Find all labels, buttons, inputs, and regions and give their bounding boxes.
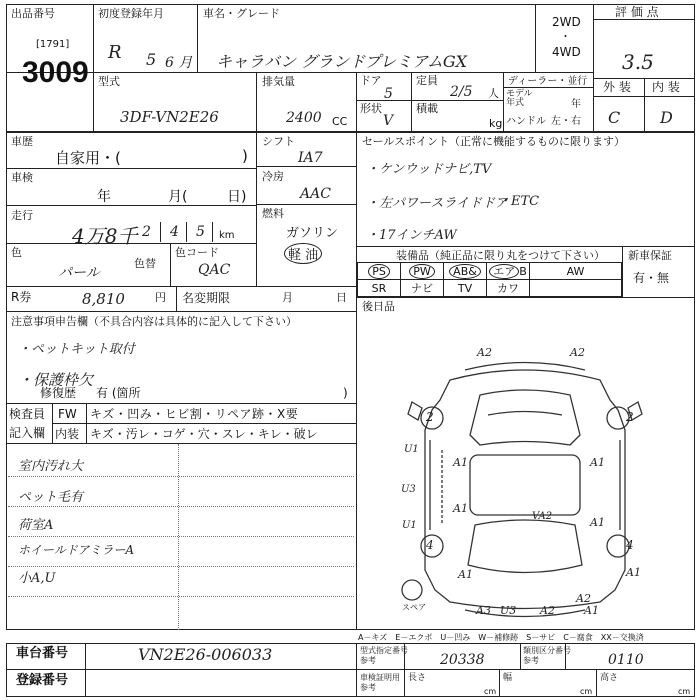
shaken-year: 年 bbox=[97, 189, 111, 205]
sales-item: ・ETC bbox=[498, 194, 540, 209]
damage-mark: A2 bbox=[570, 346, 585, 359]
equip-sr: SR bbox=[358, 280, 401, 297]
damage-mark: A3 bbox=[476, 604, 491, 617]
grid-line bbox=[256, 166, 356, 167]
fw-label: FW bbox=[58, 407, 77, 421]
exterior-label: 外 装 bbox=[603, 80, 631, 94]
damage-mark: A1 bbox=[453, 456, 468, 469]
shift-label: シフト bbox=[262, 135, 295, 148]
damage-mark: A1 bbox=[584, 604, 599, 617]
remark-item: ペット毛有 bbox=[18, 490, 84, 505]
sales-label: セールスポイント（正常に機能するものに限ります） bbox=[362, 135, 626, 148]
remark-rule bbox=[8, 476, 354, 477]
damage-mark: 4 bbox=[426, 538, 434, 552]
height-unit: cm bbox=[678, 687, 691, 696]
lot-number: 3009 bbox=[22, 56, 89, 89]
damage-mark: 4 bbox=[626, 538, 634, 552]
notes-label: 注意事項申告欄（不具合内容は具体的に記入して下さい） bbox=[11, 315, 297, 328]
grid-line bbox=[6, 443, 356, 444]
equip-navi: ナビ bbox=[401, 280, 444, 297]
grid-line bbox=[356, 246, 695, 247]
sales-item: ・左パワースライドドア bbox=[366, 196, 508, 211]
interior-label: 内 装 bbox=[652, 80, 680, 94]
reg-era: R bbox=[108, 42, 122, 63]
handle-label: ハンドル bbox=[506, 116, 546, 127]
color-value: パール bbox=[58, 265, 100, 281]
grid-line bbox=[596, 669, 597, 697]
name-value: キャラバン グランドプレミアムGX bbox=[216, 52, 468, 71]
drive-4wd: 4WD bbox=[552, 45, 581, 59]
equip-ps: PS bbox=[358, 263, 401, 280]
mileage-digit: 2 bbox=[142, 224, 151, 240]
name-label: 車名・グレード bbox=[203, 7, 280, 20]
grid-line bbox=[622, 246, 623, 297]
fw-items: キズ・凹み・ヒビ割・リペア跡・X要 bbox=[90, 407, 299, 421]
repair-close: ) bbox=[343, 386, 348, 400]
grid-line bbox=[256, 131, 257, 286]
height-label: 高さ bbox=[600, 673, 619, 683]
damage-mark: A1 bbox=[590, 456, 605, 469]
sales-item: ・17インチAW bbox=[366, 228, 457, 243]
score-label: 評 価 点 bbox=[615, 5, 659, 19]
recycle-label: R券 bbox=[11, 290, 32, 304]
grid-line bbox=[6, 205, 256, 206]
inspector-label: 検査員 bbox=[9, 407, 46, 421]
equip-tv: TV bbox=[444, 280, 487, 297]
year-unit: 年 bbox=[571, 99, 581, 110]
fuel-label: 燃料 bbox=[262, 207, 284, 220]
reg-label: 初度登録年月 bbox=[98, 7, 164, 20]
remark-item: ホイールドアミラーA bbox=[18, 543, 135, 557]
car-damage-diagram bbox=[360, 340, 690, 625]
equipment-table bbox=[357, 262, 622, 297]
damage-mark: U1 bbox=[404, 444, 419, 455]
capacity-label: 定員 bbox=[416, 74, 438, 87]
remark-rule bbox=[8, 566, 354, 567]
damage-legend: A－キズ E－エクボ U－凹み W－補修跡 S－サビ C－腐食 XX－交換済 bbox=[358, 633, 644, 642]
damage-mark: U1 bbox=[402, 520, 417, 531]
cc-label: 排気量 bbox=[262, 75, 295, 88]
grid-line bbox=[52, 423, 356, 424]
remark-rule bbox=[8, 506, 354, 507]
repair-label: 修復歴 bbox=[40, 386, 77, 400]
notes-line1: ・ペットキット取付 bbox=[18, 342, 135, 357]
grid-line bbox=[6, 168, 256, 169]
remark-item: 荷室A bbox=[18, 518, 54, 533]
grid-line bbox=[6, 669, 695, 670]
chassis-label: 車台番号 bbox=[16, 646, 69, 661]
new-car-label: 新車保証 bbox=[628, 249, 672, 262]
type-cert-value: 20338 bbox=[440, 652, 485, 668]
equipment-label: 装備品（純正品に限り丸をつけて下さい） bbox=[396, 249, 605, 262]
capacity-unit: 人 bbox=[488, 87, 499, 100]
width-label: 幅 bbox=[503, 673, 513, 683]
damage-mark: A1 bbox=[590, 516, 605, 529]
plate-label: 登録番号 bbox=[16, 673, 69, 688]
class-label: 類別区分番号 参考 bbox=[523, 646, 571, 665]
entry-label: 記入欄 bbox=[9, 426, 46, 440]
shape-value: V bbox=[383, 113, 394, 129]
grid-line bbox=[411, 72, 412, 131]
model-label: 型式 bbox=[98, 75, 120, 88]
lot-sub: [1791] bbox=[36, 39, 70, 50]
cc-unit: CC bbox=[332, 115, 348, 128]
interior-value: D bbox=[660, 108, 673, 127]
cc-value: 2400 bbox=[286, 110, 322, 126]
damage-mark: 2 bbox=[426, 410, 434, 424]
sales-item: ・ケンウッドナビ,TV bbox=[366, 162, 492, 177]
fuel-value: ガソリン bbox=[286, 226, 339, 241]
shaken-day: 日) bbox=[227, 189, 247, 205]
recycle-value: 8,810 bbox=[82, 290, 125, 308]
grid-line bbox=[256, 204, 356, 205]
grid-line bbox=[85, 643, 86, 697]
history-label: 車歴 bbox=[11, 135, 33, 148]
color-code-value: QAC bbox=[198, 262, 231, 278]
damage-mark: VA2 bbox=[532, 511, 553, 522]
remark-rule bbox=[8, 536, 354, 537]
grid-line bbox=[6, 131, 695, 133]
grid-line bbox=[503, 72, 504, 131]
remark-item: 小A,U bbox=[18, 571, 56, 586]
grid-line bbox=[499, 669, 500, 697]
damage-mark: U3 bbox=[401, 484, 416, 495]
drive-2wd: 2WD bbox=[552, 15, 581, 29]
shaken-label: 車検 bbox=[11, 171, 33, 184]
remark-item: 室内汚れ大 bbox=[18, 459, 84, 474]
history-close: ) bbox=[242, 147, 248, 165]
load-label: 積載 bbox=[416, 102, 438, 115]
class-value: 0110 bbox=[608, 652, 644, 668]
grid-line bbox=[535, 4, 536, 73]
remark-column bbox=[178, 444, 179, 630]
grid-line bbox=[356, 643, 357, 697]
repair-value: 有 (箇所 bbox=[96, 386, 141, 400]
door-value: 5 bbox=[384, 86, 393, 102]
notes-line2: ・保護枠欠 bbox=[18, 371, 94, 389]
recycle-unit: 円 bbox=[155, 291, 166, 304]
damage-mark: A2 bbox=[540, 604, 555, 617]
equip-air: エア B bbox=[487, 263, 530, 280]
spare-label: スペア bbox=[402, 603, 426, 612]
dealer-label: ディーラー・並行 bbox=[508, 76, 588, 87]
model-year-label: モデル 年式 bbox=[506, 89, 533, 108]
len-label: 長さ bbox=[408, 673, 427, 683]
color-change-label: 色替 bbox=[134, 257, 156, 270]
damage-mark: A2 bbox=[477, 346, 492, 359]
grid-line bbox=[356, 131, 357, 630]
history-value: 自家用・( bbox=[55, 149, 121, 167]
equip-ab: AB& bbox=[444, 263, 487, 280]
type-cert-label: 型式指定番号 参考 bbox=[360, 646, 408, 665]
grid-line bbox=[644, 78, 645, 131]
rear-label: 後日品 bbox=[362, 300, 395, 313]
name-change-label: 名変期限 bbox=[182, 291, 231, 305]
grid-line bbox=[170, 243, 171, 286]
new-car-value: 有・無 bbox=[633, 271, 670, 285]
grid-line bbox=[256, 72, 257, 131]
lot-label: 出品番号 bbox=[11, 7, 55, 20]
grid-line bbox=[593, 19, 695, 20]
grid-line bbox=[86, 403, 87, 443]
grid-line bbox=[197, 4, 198, 73]
reg-year: 5 bbox=[146, 50, 157, 69]
mileage-unit: km bbox=[219, 230, 235, 241]
chassis-value: VN2E26-006033 bbox=[138, 645, 273, 664]
capacity-value: 2/5 bbox=[450, 84, 473, 100]
load-unit: kg bbox=[489, 117, 503, 130]
aircon-value: AAC bbox=[300, 186, 331, 202]
grid-line bbox=[176, 286, 177, 311]
name-change-month: 月 bbox=[282, 291, 293, 304]
equip-pw: PW bbox=[401, 263, 444, 280]
equip-aw: AW bbox=[530, 263, 622, 280]
grid-line bbox=[356, 72, 357, 131]
exterior-value: C bbox=[608, 108, 621, 127]
len-unit: cm bbox=[484, 687, 497, 696]
equip-leather: カワ bbox=[487, 280, 530, 297]
color-label: 色 bbox=[11, 246, 22, 259]
mileage-digit: 5 bbox=[196, 224, 205, 240]
damage-mark: A1 bbox=[626, 566, 641, 579]
door-label: ドア bbox=[360, 74, 382, 87]
remark-rule bbox=[8, 596, 354, 597]
grid-line bbox=[6, 72, 593, 73]
grid-line bbox=[520, 643, 521, 669]
drive-dot: ・ bbox=[560, 30, 571, 43]
grid-line bbox=[6, 311, 356, 312]
damage-mark: A1 bbox=[453, 502, 468, 515]
digit-divider bbox=[212, 222, 213, 242]
grid-line bbox=[6, 403, 356, 404]
color-code-label: 色コード bbox=[175, 246, 219, 259]
mileage-value: 4万8千 bbox=[72, 224, 138, 248]
damage-mark: A2 bbox=[576, 592, 591, 605]
digit-divider bbox=[160, 222, 161, 242]
aircon-label: 冷房 bbox=[262, 170, 284, 183]
reg-month: 6 月 bbox=[165, 55, 193, 71]
int-items: キズ・汚レ・コゲ・穴・スレ・キレ・破レ bbox=[90, 427, 318, 441]
damage-mark: A1 bbox=[458, 568, 473, 581]
grid-line bbox=[93, 4, 94, 131]
handle-value: 左・右 bbox=[551, 116, 581, 127]
fuel-light-oil: 軽 油 bbox=[284, 243, 322, 264]
grid-line bbox=[6, 286, 356, 287]
shape-label: 形状 bbox=[360, 102, 382, 115]
digit-divider bbox=[186, 222, 187, 242]
name-change-day: 日 bbox=[336, 291, 347, 304]
grid-line bbox=[356, 297, 695, 298]
mileage-label: 走行 bbox=[11, 209, 33, 222]
damage-mark: U3 bbox=[500, 604, 517, 617]
int-label: 内装 bbox=[55, 427, 80, 441]
model-value: 3DF-VN2E26 bbox=[120, 108, 219, 126]
width-unit: cm bbox=[580, 687, 593, 696]
score-value: 3.5 bbox=[622, 50, 654, 74]
grid-line bbox=[593, 4, 594, 131]
car-cert-label: 車検証明用 参考 bbox=[360, 673, 400, 692]
damage-mark: 2 bbox=[626, 410, 634, 424]
mileage-digit: 4 bbox=[170, 224, 179, 240]
shaken-month: 月( bbox=[168, 189, 188, 205]
grid-line bbox=[356, 100, 503, 101]
shift-value: IA7 bbox=[298, 150, 323, 166]
